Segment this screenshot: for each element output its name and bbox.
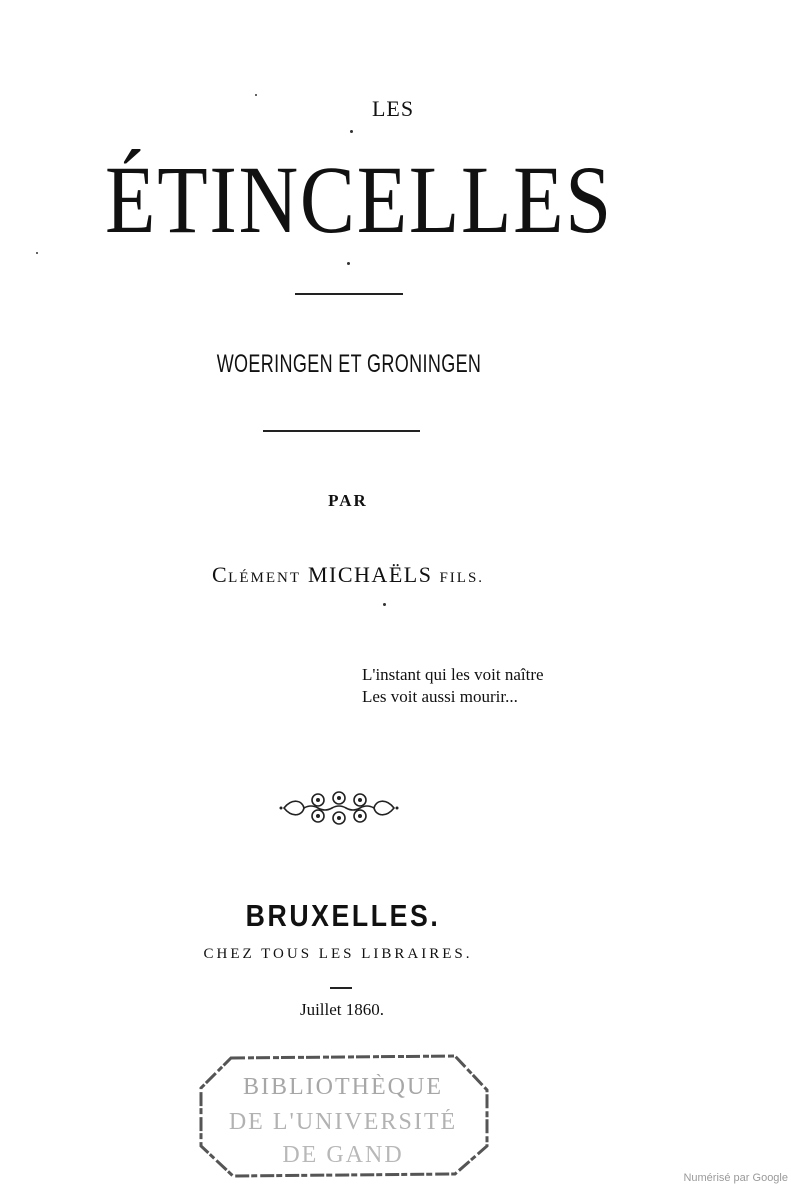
epigraph (362, 664, 544, 708)
stamp-line: BIBLIOTHÈQUE (243, 1074, 443, 1100)
library-stamp-icon (193, 1050, 495, 1180)
print-speck (255, 94, 257, 96)
imprint-date: Juillet 1860. (299, 1000, 385, 1019)
by-line: PAR (328, 491, 368, 510)
print-speck (350, 130, 353, 133)
epigraph-line: L'instant qui les voit naître (362, 665, 544, 684)
title-article: LES (371, 96, 415, 121)
fleuron-ornament-icon (278, 788, 400, 828)
print-speck (347, 262, 350, 265)
author-suffix: FILS. (439, 570, 485, 586)
rule-divider (263, 430, 420, 432)
digitization-watermark: Numérisé par Google (683, 1172, 788, 1184)
stamp-line: DE GAND (282, 1142, 404, 1168)
author-name (0, 562, 747, 588)
print-speck (383, 603, 386, 606)
book-subtitle: WOERINGEN ET GRONINGEN (216, 350, 482, 378)
imprint-publisher: CHEZ TOUS LES LIBRAIRES. (203, 946, 473, 962)
author-surname: MICHAËLS (307, 562, 433, 587)
rule-divider (295, 293, 403, 295)
epigraph-line: Les voit aussi mourir... (362, 687, 518, 706)
stamp-line: DE L'UNIVERSITÉ (228, 1109, 458, 1135)
author-first-name: LÉMENT (228, 570, 301, 586)
imprint-city: BRUXELLES. (245, 898, 441, 933)
print-speck (36, 252, 38, 254)
author-initial: C (211, 562, 229, 587)
rule-divider (330, 987, 352, 989)
book-title: ÉTINCELLES (105, 146, 613, 253)
